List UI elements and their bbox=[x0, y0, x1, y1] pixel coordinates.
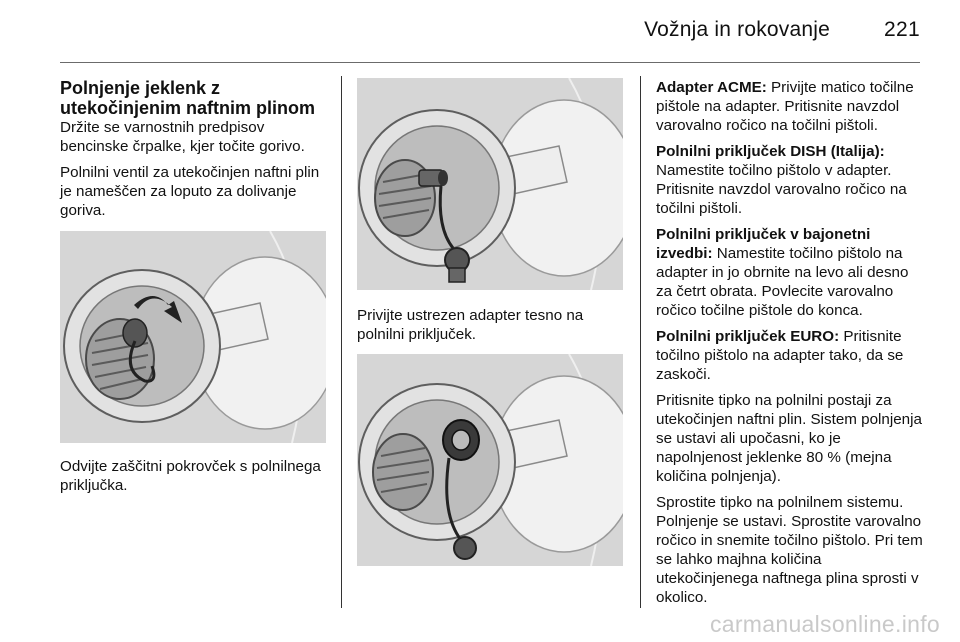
column-divider-right bbox=[640, 76, 641, 608]
column-right bbox=[656, 78, 924, 614]
paragraph-valve-location: Polnilni ventil za utekočinjen naftni plin je nameščen za loputo za dolivanje goriva. bbox=[60, 164, 320, 219]
illustration-remove-cap bbox=[60, 231, 326, 443]
illustration-adapter-mounted bbox=[357, 354, 623, 566]
section-heading: Polnjenje jeklenk z utekočinjenim naftnim plinom bbox=[60, 78, 316, 118]
caption-screw-adapter: Privijte ustrezen adapter tesno na polnilni priključek. bbox=[357, 307, 584, 343]
adapter-bayonet: Polnilni priključek v bajonetni izvedbi: Namestite točilno pištolo na adapter in jo obrnite na levo ali desno za četrt obrata. Povlecite varovalno ročico točilne pištole do konca. bbox=[656, 226, 909, 319]
paragraph-release: Sprostite tipko na polnilnem sistemu. Polnjenje se ustavi. Sprostite varovalno ročico in snemite točilno pištolo. Pri tem se lahko majhna količina utekočinjenega naftnega plina sprosti v okolico. bbox=[656, 494, 923, 606]
column-divider-left bbox=[341, 76, 342, 608]
illustration-valve-open bbox=[357, 78, 623, 290]
page-number: 221 bbox=[884, 18, 920, 41]
adapter-euro: Polnilni priključek EURO: Pritisnite točilno pištolo na adapter tako, da se zaskoči. bbox=[656, 328, 904, 383]
page-header bbox=[60, 0, 920, 63]
watermark: carmanualsonline.info bbox=[709, 611, 940, 637]
caption-remove-cap: Odvijte zaščitni pokrovček s polnilnega priključka. bbox=[60, 458, 321, 494]
paragraph-filling-stop: Pritisnite tipko na polnilni postaji za utekočinjen naftni plin. Sistem polnjenja se ustavi ali upočasni, ko je napolnjenost jeklenke 80 % (mejna količina polnjenja). bbox=[656, 392, 922, 485]
paragraph-safety: Držite se varnostnih predpisov bencinske črpalke, kjer točite gorivo. bbox=[60, 119, 305, 155]
column-middle bbox=[357, 78, 623, 566]
column-left bbox=[60, 78, 326, 502]
adapter-acme: Adapter ACME: Privijte matico točilne pištole na adapter. Pritisnite navzdol varovalno ročico na točilni pištoli. bbox=[656, 79, 914, 134]
chapter-title: Vožnja in rokovanje bbox=[644, 18, 830, 41]
adapter-dish: Polnilni priključek DISH (Italija): Namestite točilno pištolo v adapter. Pritisnite navzdol varovalno ročico na točilni pištoli. bbox=[656, 143, 907, 217]
